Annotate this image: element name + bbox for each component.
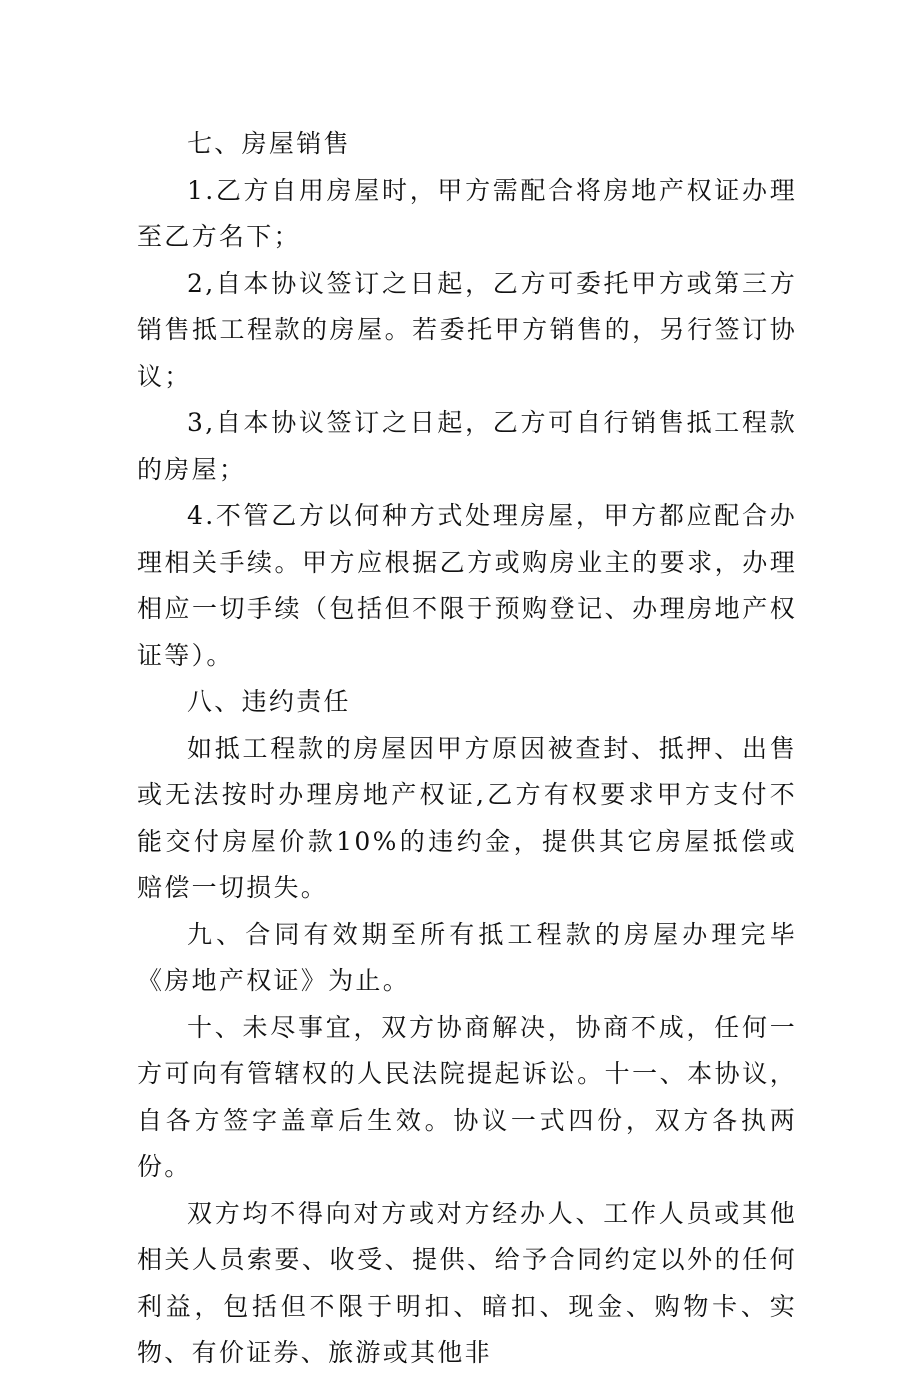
document-body (137, 121, 797, 1377)
clause-paragraph: 如抵工程款的房屋因甲方原因被查封、抵押、出售或无法按时办理房地产权证,乙方有权要求甲方支付不能交付房屋价款10%的违约金，提供其它房屋抵偿或赔偿一切损失。 (137, 733, 797, 902)
clause-paragraph: 1.乙方自用房屋时，甲方需配合将房地产权证办理至乙方名下； (137, 175, 797, 251)
clause-paragraph: 双方均不得向对方或对方经办人、工作人员或其他相关人员索要、收受、提供、给予合同约定以外的任何利益，包括但不限于明扣、暗扣、现金、购物卡、实物、有价证券、旅游或其他非 (137, 1198, 797, 1367)
clause-paragraph: 2,自本协议签订之日起，乙方可委托甲方或第三方销售抵工程款的房屋。若委托甲方销售的，另行签订协议； (137, 268, 797, 391)
clause-paragraph: 九、合同有效期至所有抵工程款的房屋办理完毕《房地产权证》为止。 (137, 919, 797, 995)
clause-paragraph: 十、未尽事宜，双方协商解决，协商不成，任何一方可向有管辖权的人民法院提起诉讼。十一、本协议，自各方签字盖章后生效。协议一式四份，双方各执两份。 (137, 1012, 797, 1181)
clause-paragraph: 3,自本协议签订之日起，乙方可自行销售抵工程款的房屋； (137, 408, 797, 484)
section-heading-breach-liability: 八、违约责任 (187, 687, 351, 716)
section-heading-house-sale: 七、房屋销售 (187, 129, 351, 158)
clause-paragraph: 4.不管乙方以何种方式处理房屋，甲方都应配合办理相关手续。甲方应根据乙方或购房业主的要求，办理相应一切手续（包括但不限于预购登记、办理房地产权证等）。 (137, 501, 797, 670)
